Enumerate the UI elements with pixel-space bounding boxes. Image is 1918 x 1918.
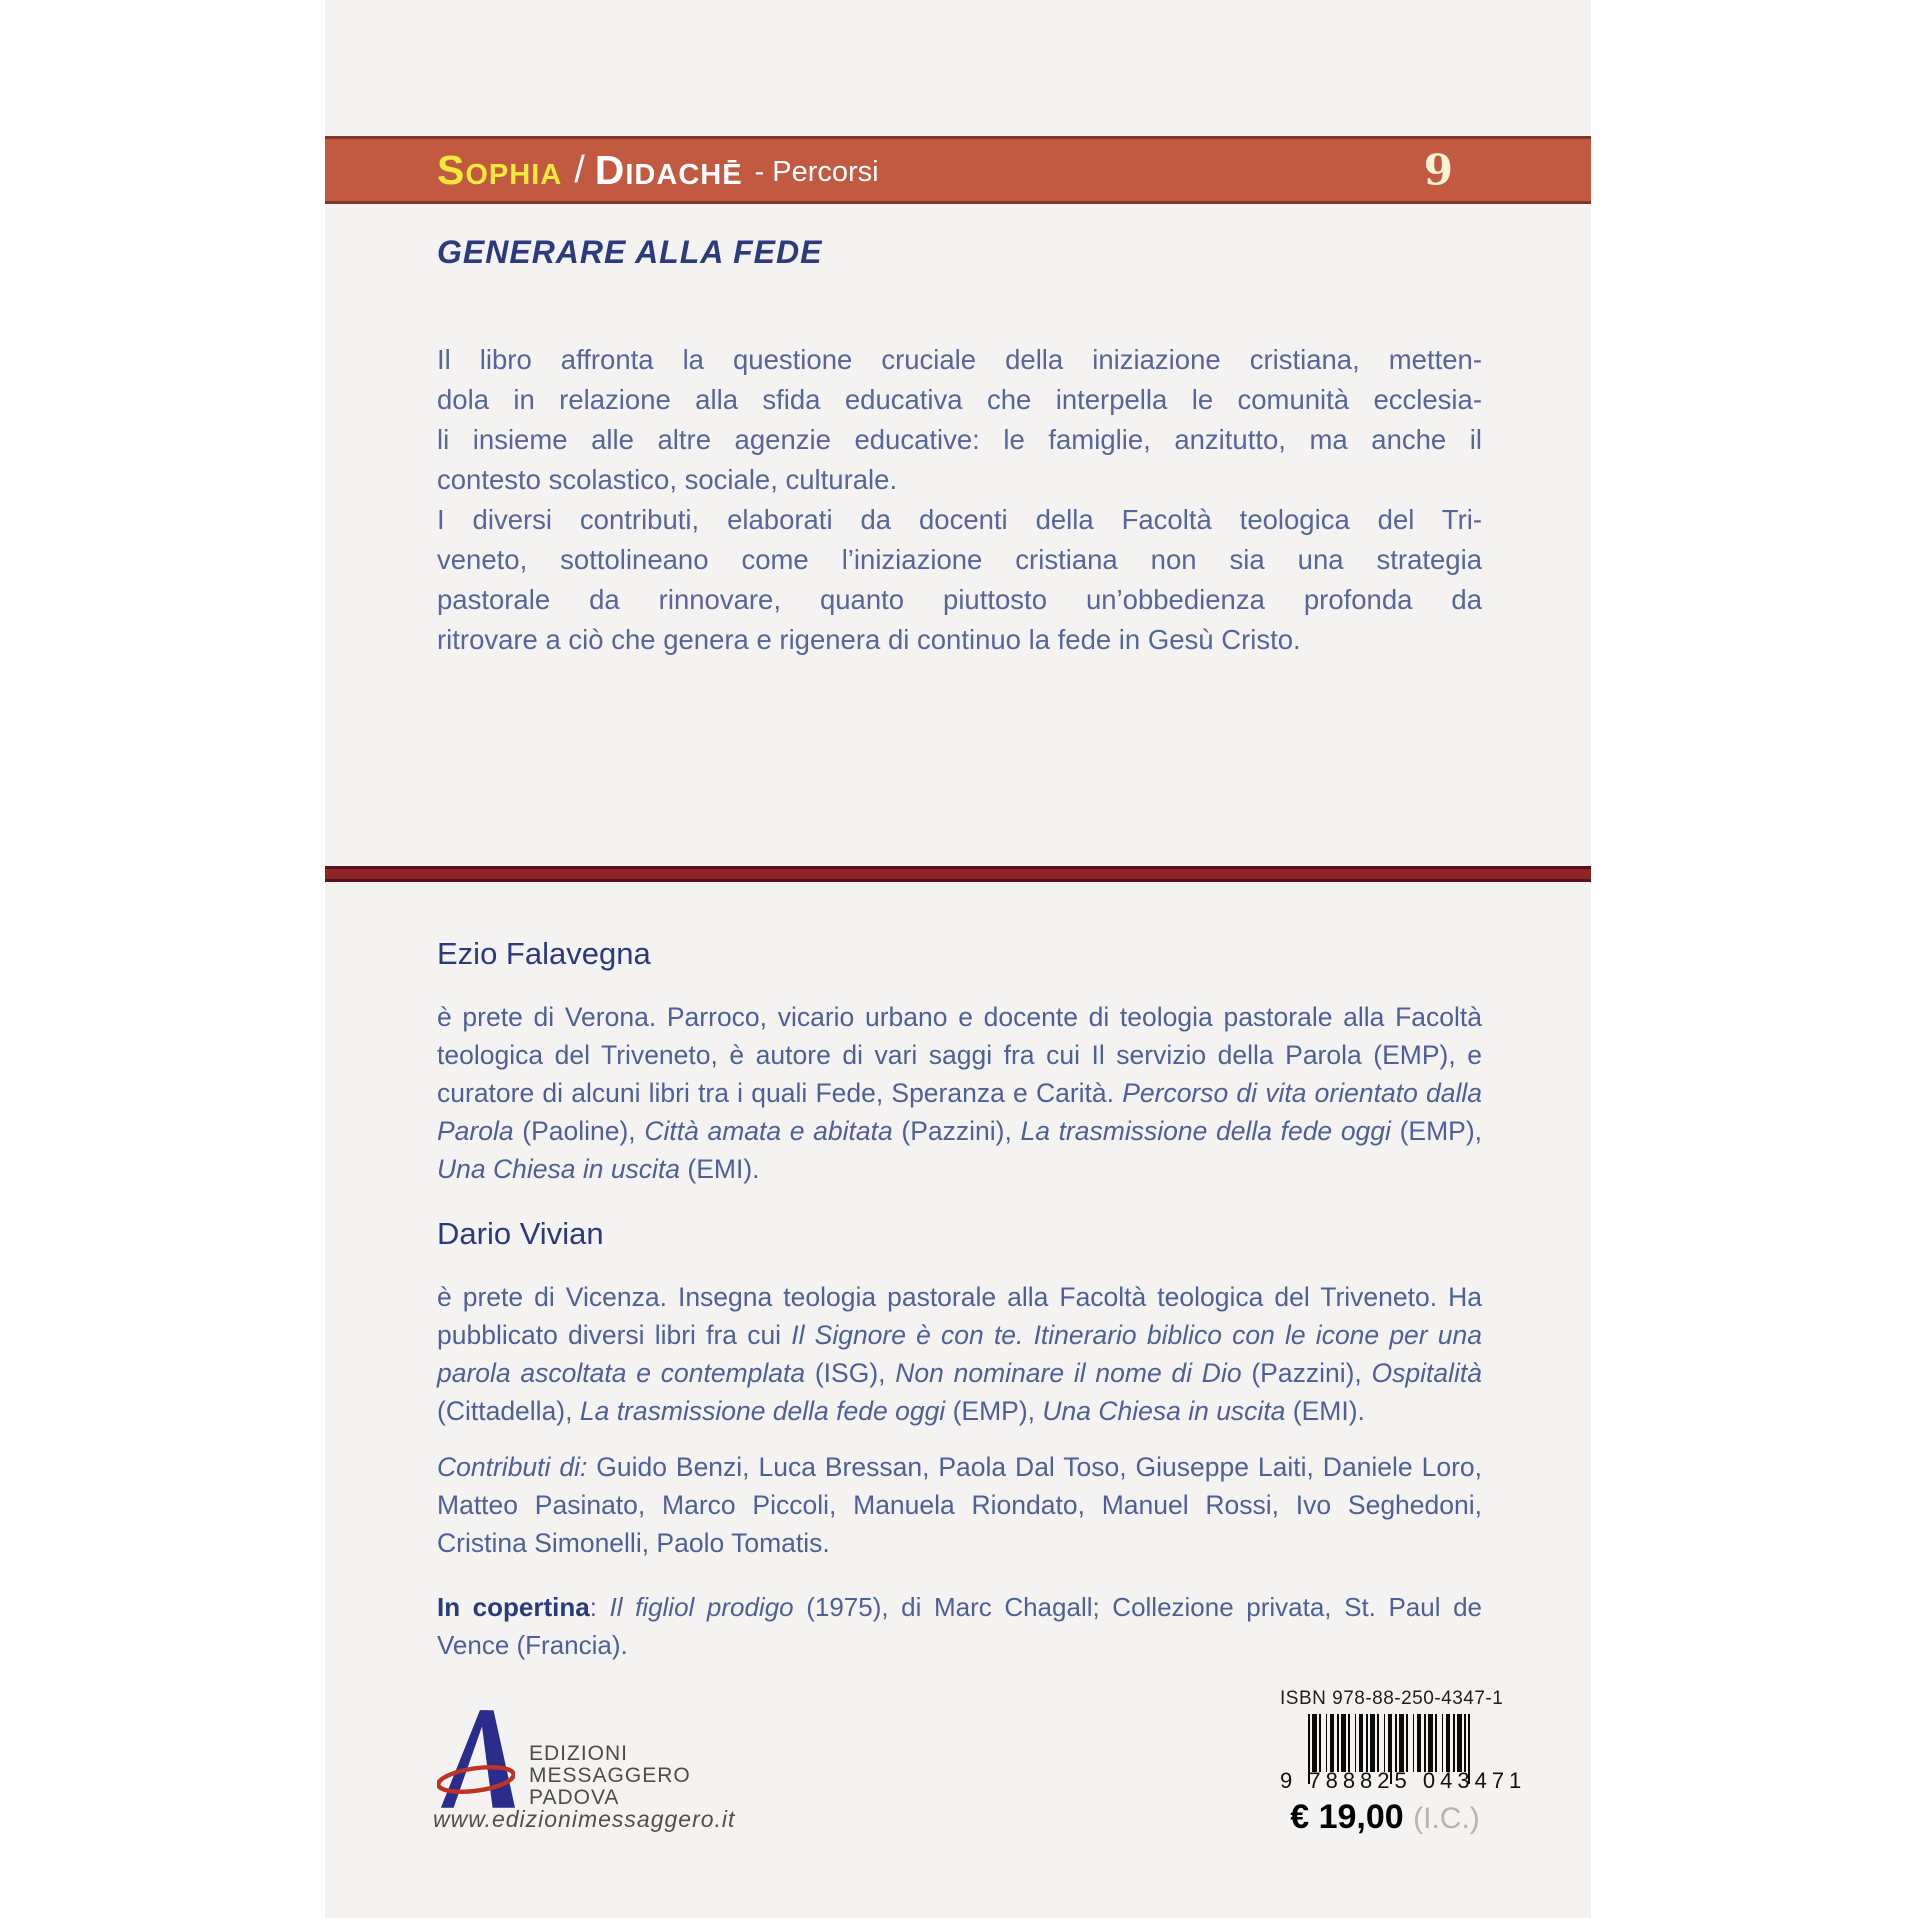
publisher-name-line: PADOVA <box>529 1786 620 1809</box>
contributors-note: Contributi di: Guido Benzi, Luca Bressan, Paola Dal Toso, Giuseppe Laiti, Daniele Loro, Matteo Pasinato, Marco Piccoli, Manuela Riondato, Manuel Rossi, Ivo Seghedoni, Cristina Simonelli, Paolo Tomatis. <box>437 1452 1482 1558</box>
publisher-logo <box>437 1710 691 1809</box>
price-suffix: (I.C.) <box>1413 1802 1480 1835</box>
cover-credit: In copertina: Il figliol prodigo (1975), di Marc Chagall; Collezione privata, St. Paul de Vence (Francia). <box>437 1592 1482 1660</box>
publisher-logo-a-icon <box>437 1710 515 1809</box>
description-line: veneto, sottolineano come l’iniziazione cristiana non sia una strategia <box>437 544 1482 575</box>
author-bio-ezio-falavegna: è prete di Verona. Parroco, vicario urbano e docente di teologia pastorale alla Facoltà teologica del Triveneto, è autore di vari saggi fra cui Il servizio della Parola (EMP), e curatore di alcuni libri tra i quali Fede, Speranza e Carità. Percorso di vita orientato dalla Parola (Paoline), Città amata e abitata (Pazzini), La trasmissione della fede oggi (EMP), Una Chiesa in uscita (EMI). <box>437 1002 1483 1184</box>
description-line: dola in relazione alla sfida educativa che interpella le comunità ecclesia- <box>437 384 1482 415</box>
price <box>1280 1798 1490 1837</box>
section-divider <box>325 866 1591 882</box>
series-title-sophia: Sophia <box>437 146 563 193</box>
publisher-name-line: EDIZIONI <box>529 1742 629 1765</box>
description-line: Il libro affronta la questione cruciale della iniziazione cristiana, metten- <box>437 344 1482 375</box>
book-back-cover <box>325 0 1591 1918</box>
barcode-graphic <box>1280 1714 1527 1794</box>
description-line: ritrovare a ciò che genera e rigenera di continuo la fede in Gesù Cristo. <box>437 624 1301 655</box>
publisher-name-line: MESSAGGERO <box>529 1764 691 1787</box>
series-band <box>325 136 1591 204</box>
price-value: € 19,00 <box>1290 1798 1404 1836</box>
description-line: I diversi contributi, elaborati da docenti della Facoltà teologica del Tri- <box>437 504 1482 535</box>
author-name-dario-vivian: Dario Vivian <box>437 1216 604 1251</box>
description-line: pastorale da rinnovare, quanto piuttosto un’obbedienza profonda da <box>437 584 1482 615</box>
description-line: li insieme alle altre agenzie educative: le famiglie, anzitutto, ma anche il <box>437 424 1482 455</box>
publisher-website: www.edizionimessaggero.it <box>433 1806 736 1832</box>
series-subtitle: - Percorsi <box>754 155 879 188</box>
barcode-digits: 9 788825 043471 <box>1280 1768 1527 1793</box>
series-title-didache: Didachē <box>594 146 743 193</box>
publisher-name <box>529 1710 691 1809</box>
barcode-bars-icon <box>1308 1714 1470 1772</box>
book-title: GENERARE ALLA FEDE <box>437 234 823 270</box>
series-separator: / <box>574 148 585 191</box>
isbn-label: ISBN 978-88-250-4347-1 <box>1280 1688 1504 1709</box>
isbn-block <box>1280 1688 1527 1837</box>
series-number: 9 <box>1423 145 1453 195</box>
description-line: contesto scolastico, sociale, culturale. <box>437 464 898 495</box>
book-description <box>437 340 1482 660</box>
author-bio-dario-vivian: è prete di Vicenza. Insegna teologia pastorale alla Facoltà teologica del Triveneto. Ha pubblicato diversi libri fra cui Il Signore è con te. Itinerario biblico con le icone per una parola ascoltata e contemplata (ISG), Non nominare il nome di Dio (Pazzini), Ospitalità (Cittadella), La trasmissione della fede oggi (EMP), Una Chiesa in uscita (EMI). <box>437 1282 1482 1426</box>
author-name-ezio-falavegna: Ezio Falavegna <box>437 936 651 971</box>
